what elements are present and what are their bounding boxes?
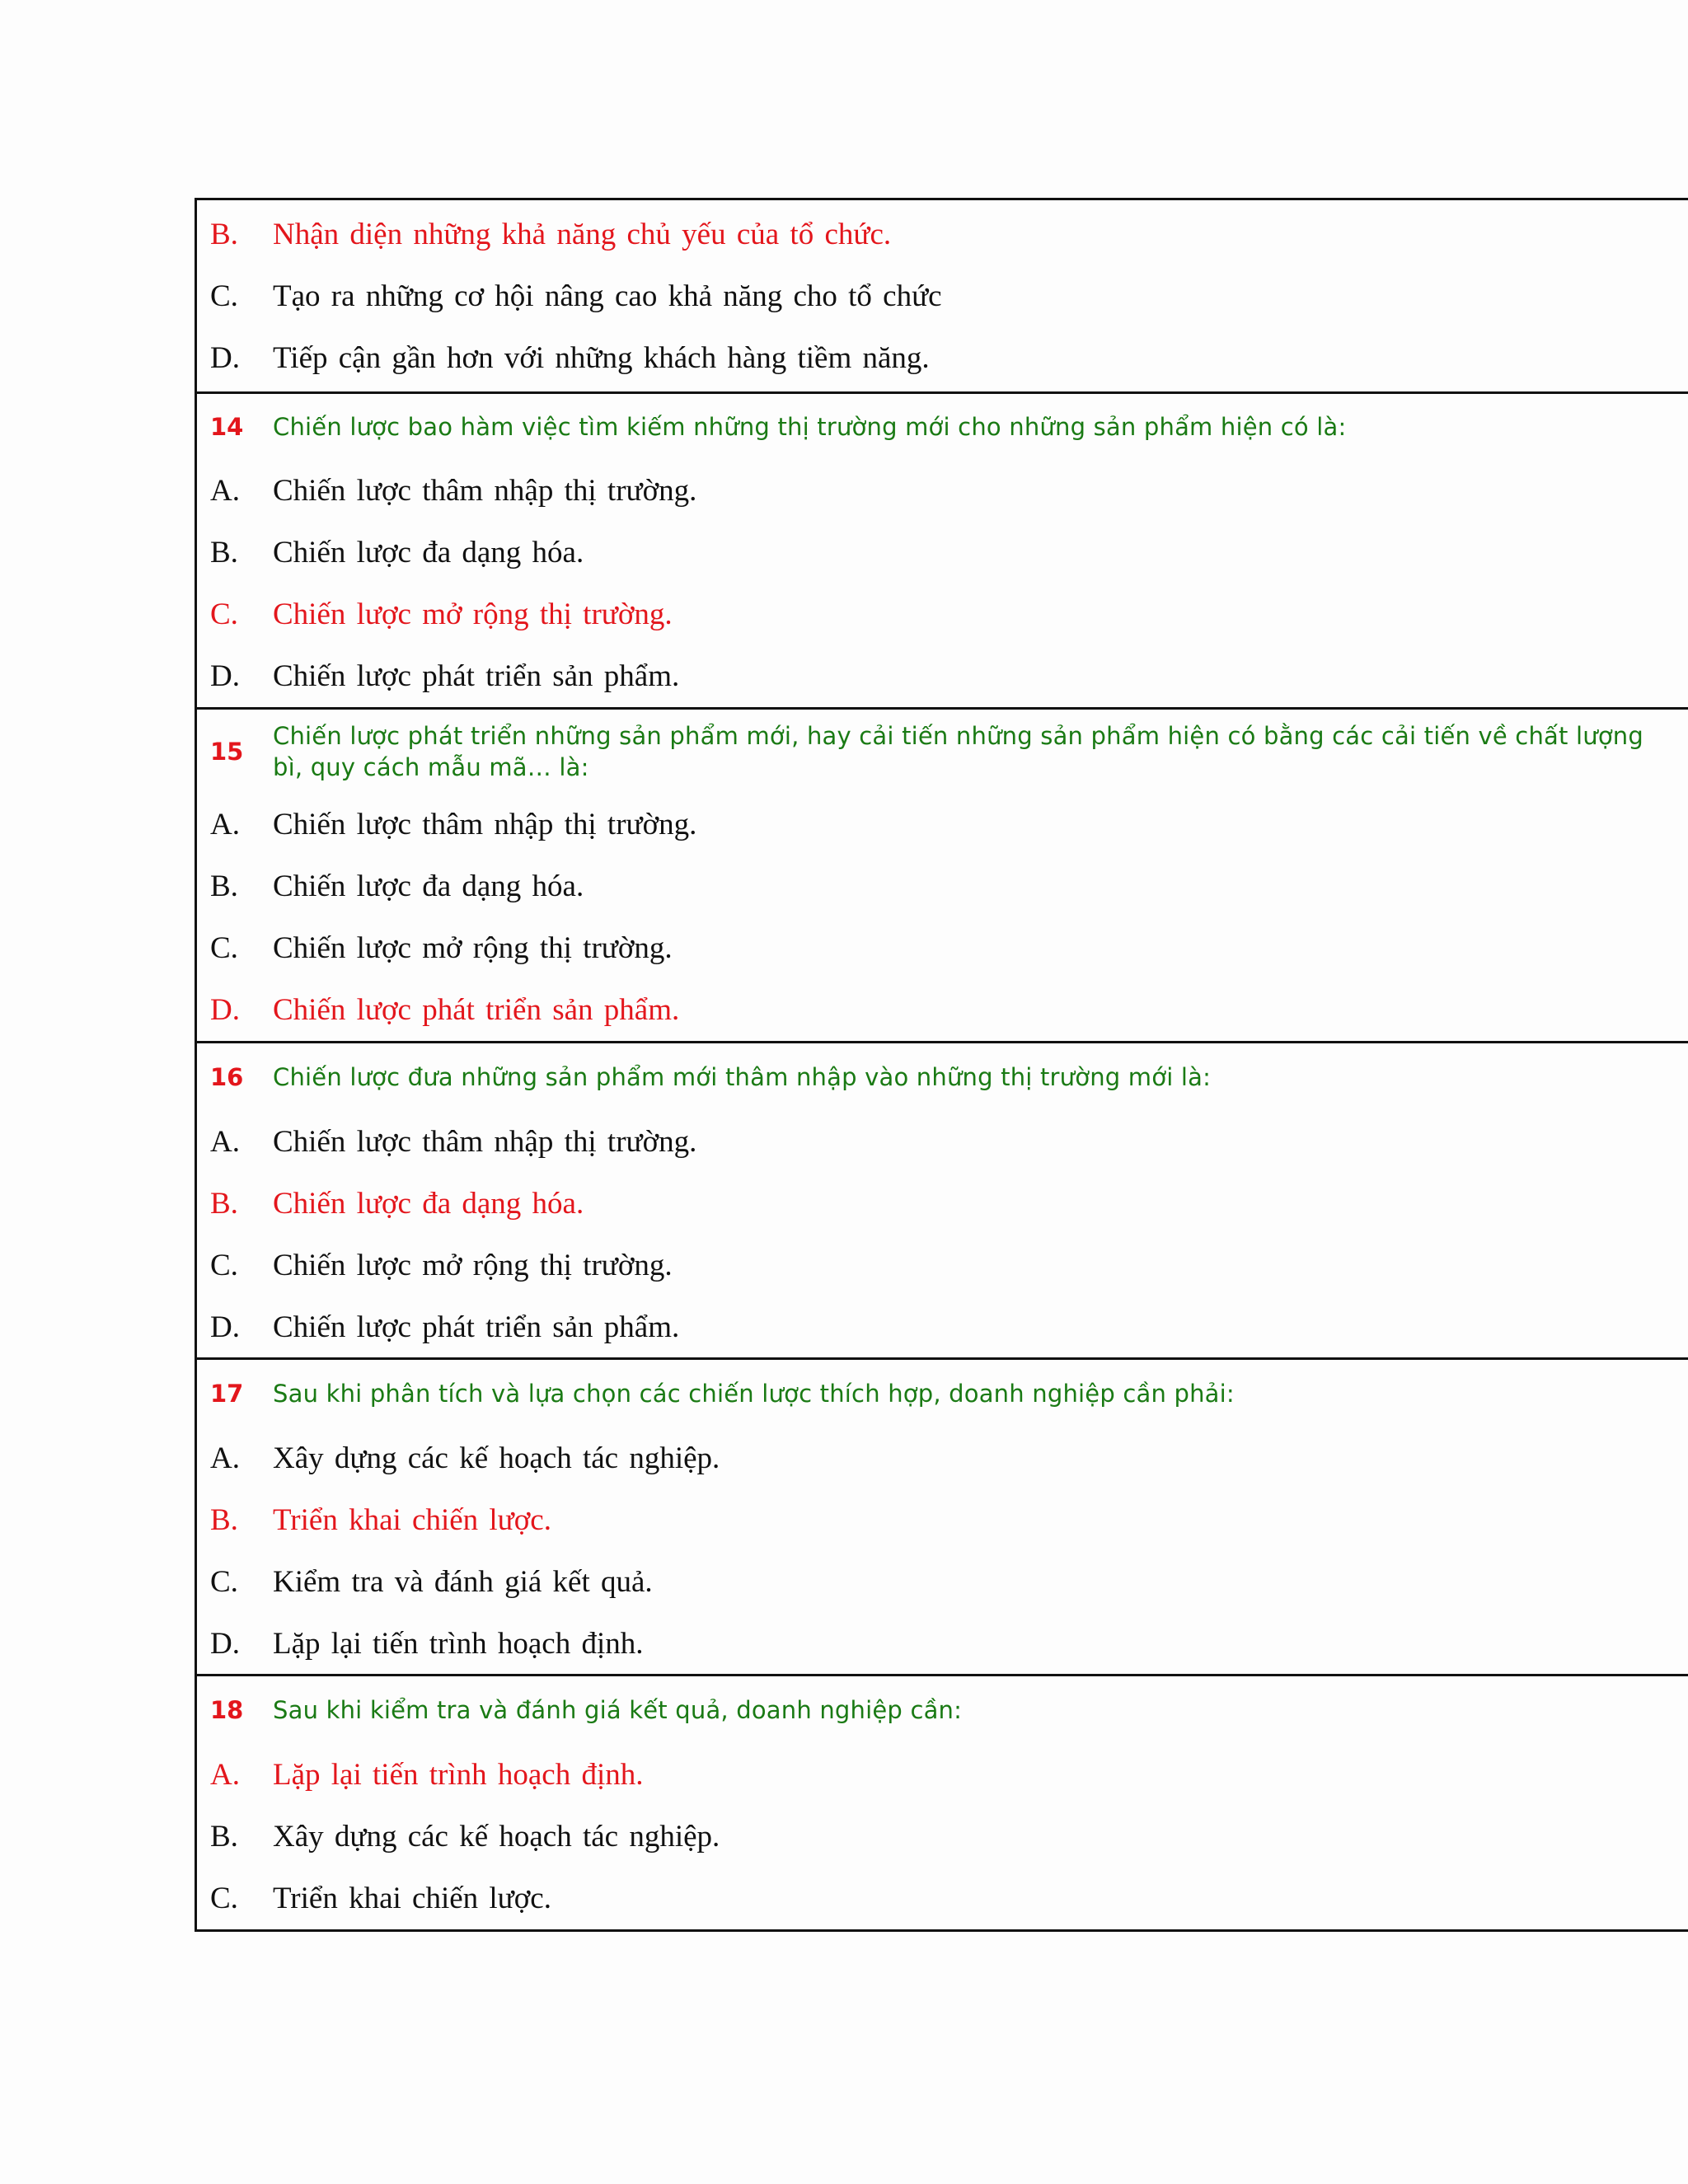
option-text: Chiến lược đa dạng hóa. <box>273 536 584 569</box>
option-letter: B. <box>210 1503 238 1537</box>
option-a <box>197 794 1688 855</box>
option-letter: D. <box>210 1310 240 1344</box>
option-b <box>197 1489 1688 1551</box>
question-number: 14 <box>210 413 244 441</box>
question-text-line-1: Chiến lược phát triển những sản phẩm mới, hay cải tiến những sản phẩm hiện có bằng các cải tiến về chất lượng <box>273 722 1643 750</box>
option-text: Chiến lược phát triển sản phẩm. <box>273 1310 680 1344</box>
option-letter: C. <box>210 1565 238 1599</box>
option-text: Lặp lại tiến trình hoạch định. <box>273 1758 644 1792</box>
question-header <box>197 1043 1688 1111</box>
option-text: Xây dựng các kế hoạch tác nghiệp. <box>273 1820 720 1854</box>
option-b <box>197 522 1688 583</box>
option-d <box>197 645 1688 707</box>
option-letter: B. <box>210 869 238 903</box>
option-letter: B. <box>210 1187 238 1221</box>
option-d <box>197 1613 1688 1675</box>
quiz-table <box>195 198 1688 1932</box>
option-letter: D. <box>210 1627 240 1661</box>
option-c <box>197 583 1688 645</box>
option-b <box>197 1806 1688 1868</box>
question-text: Chiến lược bao hàm việc tìm kiếm những thị trường mới cho những sản phẩm hiện có là: <box>273 413 1347 441</box>
option-c <box>197 1868 1688 1929</box>
option-text: Chiến lược mở rộng thị trường. <box>273 931 673 965</box>
option-letter: D. <box>210 993 240 1027</box>
option-a <box>197 460 1688 522</box>
option-letter: A. <box>210 1441 240 1475</box>
question-header <box>197 710 1688 794</box>
option-text: Chiến lược đa dạng hóa. <box>273 1187 584 1221</box>
option-text: Tiếp cận gần hơn với những khách hàng tiềm năng. <box>273 341 930 375</box>
option-c <box>197 1551 1688 1613</box>
question-block-18 <box>197 1676 1688 1932</box>
option-text: Chiến lược phát triển sản phẩm. <box>273 659 680 693</box>
option-a <box>197 1111 1688 1173</box>
question-block-14 <box>197 394 1688 710</box>
option-a <box>197 1427 1688 1489</box>
question-text: Sau khi phân tích và lựa chọn các chiến lược thích hợp, doanh nghiệp cần phải: <box>273 1380 1235 1408</box>
option-text: Chiến lược thâm nhập thị trường. <box>273 1125 697 1159</box>
option-b <box>197 1173 1688 1235</box>
option-d <box>197 979 1688 1041</box>
option-text: Chiến lược mở rộng thị trường. <box>273 1249 673 1282</box>
option-letter: A. <box>210 474 240 508</box>
option-d <box>197 1296 1688 1358</box>
option-letter: C. <box>210 931 238 965</box>
option-c <box>197 917 1688 979</box>
option-c <box>197 265 1688 327</box>
question-block-16 <box>197 1043 1688 1360</box>
option-letter: A. <box>210 1758 240 1792</box>
question-header <box>197 1360 1688 1427</box>
question-block-13 <box>197 200 1688 394</box>
option-b <box>197 855 1688 917</box>
option-text: Tạo ra những cơ hội nâng cao khả năng cho tổ chức <box>273 279 942 313</box>
option-letter: C. <box>210 279 238 313</box>
option-text: Chiến lược mở rộng thị trường. <box>273 598 673 631</box>
question-text: Chiến lược đưa những sản phẩm mới thâm nhập vào những thị trường mới là: <box>273 1063 1212 1091</box>
option-letter: A. <box>210 808 240 841</box>
question-number: 15 <box>210 738 244 766</box>
question-number: 16 <box>210 1063 244 1091</box>
option-text: Chiến lược đa dạng hóa. <box>273 869 584 903</box>
option-letter: C. <box>210 598 238 631</box>
question-block-17 <box>197 1360 1688 1676</box>
option-c <box>197 1235 1688 1296</box>
question-number: 18 <box>210 1696 244 1724</box>
option-d <box>197 327 1688 389</box>
option-a <box>197 1744 1688 1806</box>
option-text: Nhận diện những khả năng chủ yếu của tổ chức. <box>273 218 892 251</box>
option-letter: B. <box>210 218 238 251</box>
option-text: Lặp lại tiến trình hoạch định. <box>273 1627 644 1661</box>
option-text: Chiến lược thâm nhập thị trường. <box>273 808 697 841</box>
option-letter: B. <box>210 536 238 569</box>
question-header <box>197 394 1688 460</box>
question-header <box>197 1676 1688 1744</box>
option-b <box>197 204 1688 265</box>
option-text: Chiến lược thâm nhập thị trường. <box>273 474 697 508</box>
question-number: 17 <box>210 1380 244 1408</box>
option-letter: C. <box>210 1249 238 1282</box>
question-text <box>273 720 1688 783</box>
option-letter: C. <box>210 1882 238 1915</box>
option-text: Chiến lược phát triển sản phẩm. <box>273 993 680 1027</box>
option-text: Kiểm tra và đánh giá kết quả. <box>273 1565 653 1599</box>
option-letter: A. <box>210 1125 240 1159</box>
option-letter: B. <box>210 1820 238 1854</box>
option-text: Triển khai chiến lược. <box>273 1503 551 1537</box>
option-text: Xây dựng các kế hoạch tác nghiệp. <box>273 1441 720 1475</box>
question-text: Sau khi kiểm tra và đánh giá kết quả, doanh nghiệp cần: <box>273 1696 963 1724</box>
option-text: Triển khai chiến lược. <box>273 1882 551 1915</box>
question-block-15 <box>197 710 1688 1043</box>
option-letter: D. <box>210 659 240 693</box>
question-text-line-2: bì, quy cách mẫu mã… là: <box>273 753 589 781</box>
option-letter: D. <box>210 341 240 375</box>
